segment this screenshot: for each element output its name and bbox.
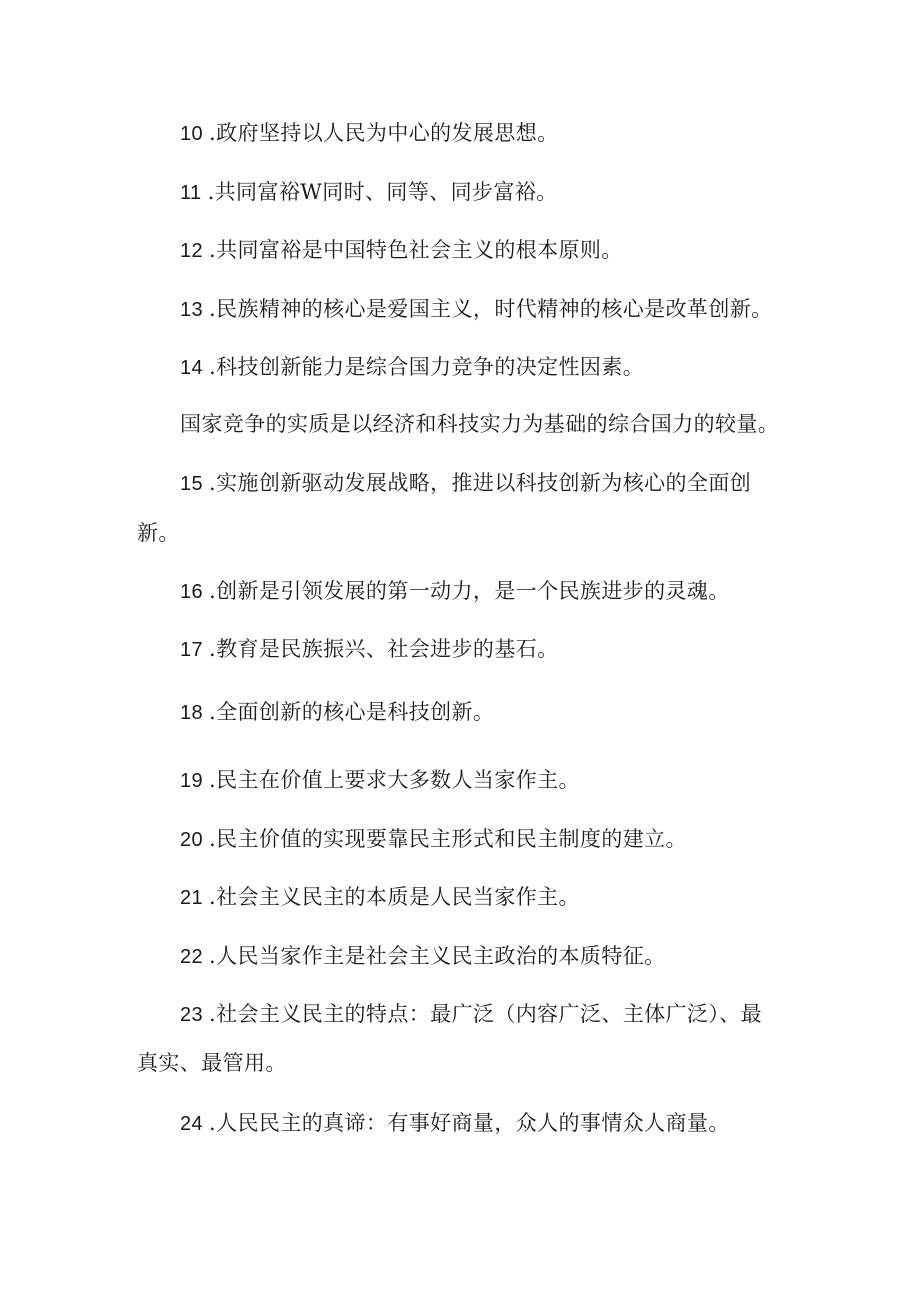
list-item	[0, 825, 920, 854]
list-item	[0, 469, 920, 498]
item-number: 24	[180, 1113, 204, 1135]
item-text: .人民民主的真谛：有事好商量，众人的事情众人商量。	[209, 1111, 730, 1135]
list-item	[0, 942, 920, 971]
list-item	[0, 698, 920, 727]
item-number: 12	[180, 240, 204, 262]
item-number: 13	[180, 299, 204, 321]
item-text: .共同富裕W同时、同等、同步富裕。	[207, 180, 558, 204]
item-number: 21	[180, 887, 204, 909]
item-number: 22	[180, 946, 204, 968]
item-text: .实施创新驱动发展战略，推进以科技创新为核心的全面创	[209, 471, 752, 495]
paragraph-text: 国家竞争的实质是以经济和科技实力为基础的综合国力的较量。	[180, 412, 780, 436]
paragraph	[0, 410, 920, 438]
item-text: .创新是引领发展的第一动力，是一个民族进步的灵魂。	[209, 579, 730, 603]
list-item	[0, 635, 920, 664]
list-item	[0, 766, 920, 795]
item-text: .社会主义民主的特点：最广泛（内容广泛、主体广泛）、最	[209, 1002, 763, 1026]
list-item-continuation	[0, 519, 920, 547]
item-number: 16	[180, 581, 204, 603]
item-text: .教育是民族振兴、社会进步的基石。	[209, 637, 559, 661]
list-item	[0, 1000, 920, 1029]
item-number: 11	[180, 182, 202, 204]
list-item-continuation	[0, 1049, 920, 1077]
list-item	[0, 178, 920, 207]
list-item	[0, 1109, 920, 1138]
item-text: .政府坚持以人民为中心的发展思想。	[209, 121, 559, 145]
item-text: .共同富裕是中国特色社会主义的根本原则。	[209, 238, 623, 262]
item-text-continuation: 真实、最管用。	[137, 1051, 287, 1075]
item-text: .科技创新能力是综合国力竞争的决定性因素。	[209, 355, 645, 379]
list-item	[0, 119, 920, 148]
item-text-continuation: 新。	[137, 521, 180, 545]
list-item	[0, 295, 920, 324]
list-item	[0, 236, 920, 265]
item-number: 17	[180, 639, 204, 661]
item-text: .全面创新的核心是科技创新。	[209, 700, 495, 724]
list-item	[0, 883, 920, 912]
item-number: 15	[180, 473, 204, 495]
item-text: .民族精神的核心是爱国主义，时代精神的核心是改革创新。	[209, 297, 773, 321]
item-text: .社会主义民主的本质是人民当家作主。	[209, 885, 580, 909]
item-text: .民主价值的实现要靠民主形式和民主制度的建立。	[209, 827, 687, 851]
item-number: 18	[180, 702, 204, 724]
item-number: 20	[180, 829, 204, 851]
item-number: 23	[180, 1004, 204, 1026]
item-number: 10	[180, 123, 204, 145]
item-text: .人民当家作主是社会主义民主政治的本质特征。	[209, 944, 666, 968]
list-item	[0, 577, 920, 606]
item-number: 14	[180, 357, 204, 379]
item-number: 19	[180, 770, 204, 792]
list-item	[0, 353, 920, 382]
item-text: .民主在价值上要求大多数人当家作主。	[209, 768, 580, 792]
